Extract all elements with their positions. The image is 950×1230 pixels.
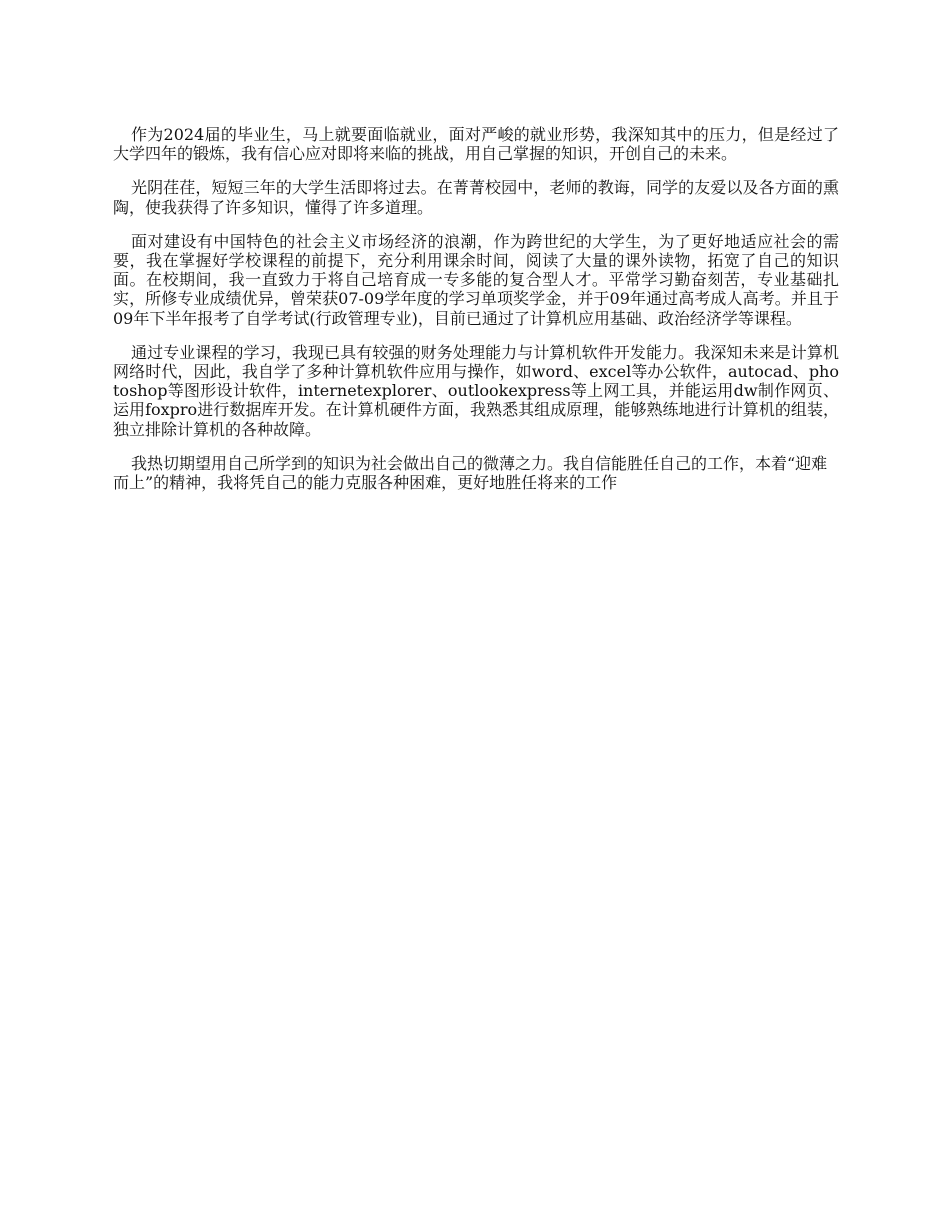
document-body: [113, 125, 839, 507]
paragraph-graduation-intro: 作为2024届的毕业生，马上就要面临就业，面对严峻的就业形势，我深知其中的压力，但是经过了大学四年的锻炼，我有信心应对即将来临的挑战，用自己掌握的知识，开创自己的未来。: [113, 125, 839, 164]
paragraph-campus-life: 光阴荏荏，短短三年的大学生活即将过去。在菁菁校园中，老师的教诲，同学的友爱以及各方面的熏陶，使我获得了许多知识，懂得了许多道理。: [113, 178, 839, 217]
paragraph-study-achievements: 面对建设有中国特色的社会主义市场经济的浪潮，作为跨世纪的大学生，为了更好地适应社会的需要，我在掌握好学校课程的前提下，充分利用课余时间，阅读了大量的课外读物，拓宽了自己的知识面。在校期间，我一直致力于将自己培育成一专多能的复合型人才。平常学习勤奋刻苦，专业基础扎实，所修专业成绩优异，曾荣获07-09学年度的学习单项奖学金，并于09年通过高考成人高考。并且于09年下半年报考了自学考试(行政管理专业)，目前已通过了计算机应用基础、政治经济学等课程。: [113, 231, 839, 328]
paragraph-computer-skills: 通过专业课程的学习，我现已具有较强的财务处理能力与计算机软件开发能力。我深知未来是计算机网络时代，因此，我自学了多种计算机软件应用与操作，如word、excel等办公软件，autocad、photoshop等图形设计软件，internetexplorer、outlookexpress等上网工具，并能运用dw制作网页、运用foxpro进行数据库开发。在计算机硬件方面，我熟悉其组成原理，能够熟练地进行计算机的组装，独立排除计算机的各种故障。: [113, 342, 839, 439]
paragraph-closing: 我热切期望用自己所学到的知识为社会做出自己的微薄之力。我自信能胜任自己的工作，本着“迎难而上”的精神，我将凭自己的能力克服各种困难，更好地胜任将来的工作: [113, 453, 828, 493]
